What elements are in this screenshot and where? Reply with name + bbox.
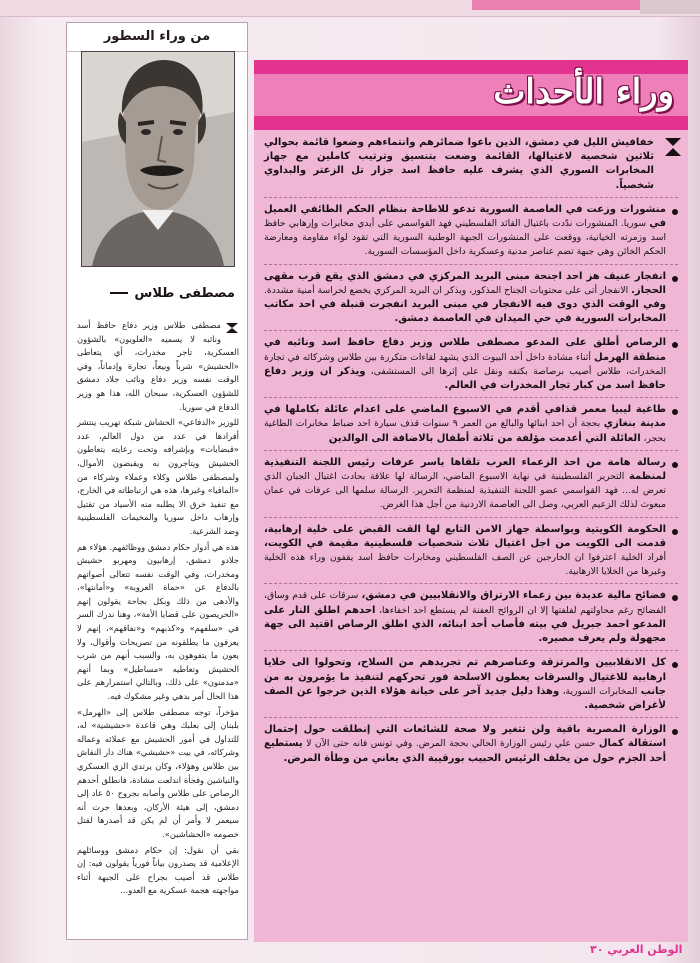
news-item-body: أفراد الخلية اعترفوا ان الخارجين عن الصف الفلسطيني ومخابرات حافظ اسد يقفون وراء هذه الخلية وغيرها من الخلايا الارهابية. <box>264 552 666 578</box>
news-item-headline: فضائح مالية عديدة بين زعماء الارتزاق والانقلابيين في دمشق، <box>361 590 667 602</box>
bullet-icon <box>672 595 678 601</box>
news-item <box>264 270 678 332</box>
portrait-image <box>82 52 234 266</box>
news-item-conclusion: العائلة التي أعدمت مؤلفة من ثلاثة أطفال بالاضافة الى الوالدين <box>328 432 641 444</box>
name-dash <box>110 292 128 294</box>
news-item-headline: الرصاص أطلق على المدعو مصطفى طلاس وزير دفاع حافظ اسد ونائبه في منطقة الهرمل <box>264 337 666 363</box>
news-item-conclusion: وفي الوقت الذي دوى فيه الانفجار في مبنى البريد انفجرت قنبلة في احد مكاتب المخابرات السورية في حي الميدان في العاصمة دمشق. <box>264 299 666 325</box>
person-name: مصطفى طلاس <box>134 285 235 301</box>
news-item-body: سرقات على قدم وساق، الفضائح رغم محاولتهم لفلفتها إلا ان الروائح العفنة لم يستطع احد اخفاءها، <box>264 590 666 616</box>
news-item <box>264 656 678 718</box>
news-item <box>264 456 678 518</box>
bullet-icon <box>672 462 678 468</box>
page-folio: الوطن العربي ٣٠ <box>590 943 683 956</box>
news-item-headline: كل الانقلابيين والمرتزقة وعناصرهم تم تجريدهم من السلاح، وتحولوا الى خلايا ارهابية للاغتيال والسرقات يعطون الاسلحة فور تحركهم لتنفيذ ما يؤمرون به من جانب <box>264 657 667 697</box>
news-item-body: حسن علي رئيس الوزارة الحالي بحجة المرض. وفي تونس فانه حتى الآن لا <box>306 738 596 750</box>
top-strip <box>0 0 700 17</box>
news-item-headline: الحكومة الكويتية وبواسطة جهاز الامن التابع لها القت القبض على خلية إرهابية، قدمت الى الكويت من اجل اغتيال ثلاث شخصيات فلسطينية مقيمة في الكويت، <box>264 523 666 549</box>
bullet-icon <box>672 276 678 282</box>
main-column <box>254 60 688 942</box>
side-column-body <box>77 319 239 931</box>
news-item <box>264 523 678 585</box>
news-item <box>264 336 678 398</box>
side-paragraph: مصطفى طلاس وزير دفاع حافظ أسد ونائبه لا يسميه «العلويون» بالشؤون العسكرية، تاجر مخدرات، أي يتعاطى «الحشيش» شرباً وبيعاً، تجارة وإدماناً، وفي الوقت نفسه وزير دفاع ونائب جلاد دمشق للشؤون العسكرية، سبحان الله، هذا هو وزير الدفاع في سوريا. <box>77 320 239 412</box>
side-paragraph: مؤخراً، توجه مصطفى طلاس إلى «الهرمل» بلبنان إلى بعلبك وهي قاعدة «حشيشية» له، للتداول في أمور الحشيش مع عملائه وعماله وشركائه، في بيت «حشيشي» هناك دار النقاش بين طلاس وهؤلاء، وكان يرتدي الزي العسكري والنياشين وفجأة اندلعت مشادة، فانطلق أحدهم الرصاص على طلاس وأصابه بجروح ٥٠ عاد إلى دمشق، إلى هيئة الأركان، وبعدها جرت أنه سيعمر لا وأمر أن لم يكن قد أصدرها لقتل خصومه «الحشاشين». <box>77 706 239 839</box>
news-item-body: بحجة أن احد ابنائها والبالغ من العمر ٩ سنوات قذف سيارة احد ضباط مخابرات الطاغية بحجر، <box>264 418 666 444</box>
news-item-conclusion: احدهم اطلق النار على المدعو احمد جبريل في بيته فأصاب أحد ابنائه، الذي اطلق الرصاص اقتيد الى جهة مجهولة ولم يعرف مصيره. <box>264 604 666 645</box>
news-item-body: أثناء مشادة داخل أحد البيوت الذي يشهد لقاءات متكررة بين طلاس وشركائه في تجارة المخدرات، طلاس أصيب برصاصة بكتفه ونقل على إثرها الى المستشفى، <box>264 351 667 377</box>
news-item <box>264 136 678 198</box>
bullet-icon <box>672 729 678 735</box>
news-item-body: المخابرات السورية، <box>562 685 638 697</box>
news-item-headline: طاغية ليبيا معمر قذافي أقدم في الاسبوع الماضي على اعدام عائلة بكاملها في مدينة بنغازي <box>264 404 666 430</box>
news-item <box>264 723 678 770</box>
side-paragraph: للوزير «الدفاعي» الحشاش شبكة تهريب ينتشر أفرادها في عدد من دول العالم، عدد «قبضايات» وبإشرافه وتحت رعايته يتعاطون الحشيش ويتاجرون به ويقبضون الأموال، ولمصطفى طلاس وكلاء وعملاء وشركاء من «المافيا» وغيرها، هذه هي ارتباطاته في الخارج، مع تنفيذ خرق الا يطلبه منه الأسياد من تقتيل وإرهاب داخل سوريا والمخيمات الفلسطينية وضد الشرعية. <box>77 417 239 536</box>
news-item-body: سوريا. المنشورات ندّدت باغتيال القائد الفلسطيني فهد القواسمي على أيدي مخابرات وإرهابي حافظ اسد وزمرته الخيانية، ووقعت على المنشورات الجبهة الوطنية السورية التي تقود لواء مقاومة ومعارضة الحكم الخائن وهي جبهة تضم عناصر مدنية وعسكرية داخل المؤسسات السورية. <box>264 218 666 258</box>
news-item-conclusion: يستطيع أحد الجزم حول من يخلف الرئيس الحبيب بورقيبة الذي يعاني من وطأة المرض. <box>264 738 666 764</box>
section-title: وراء الأحداث <box>493 72 674 112</box>
news-item <box>264 589 678 651</box>
news-item <box>264 403 678 451</box>
portrait-photo <box>81 51 235 267</box>
watan-logo-icon <box>664 136 682 158</box>
bullet-icon <box>672 209 678 215</box>
bullet-icon <box>672 529 678 535</box>
top-gray-block <box>640 0 700 14</box>
side-paragraph: بقي أن نقول: إن حكام دمشق ووسائلهم الإعلامية قد يصدرون بياناً فورياً يقولون فيه: إن طلاس قد أصيب بجراح على الجبهة أثناء مواجهته هجمة عسكرية مع العدو... <box>77 844 239 896</box>
bullet-icon <box>672 662 678 668</box>
side-column-title: من وراء السطور <box>67 23 247 52</box>
news-items <box>264 136 678 936</box>
name-caption <box>79 283 235 303</box>
news-item-body: التحرير الفلسطينية في نهاية الاسبوع الماضي، الرسالة لها علاقة بحادث اغتيال الجبان الذي تعرض له... فهد القواسمي عضو اللجنة التنفيذية لمنظمة التحرير. الرسالة سلمها الى عرفات في عمان مبعوث لذلك الزعيم العربي، وصل الى العاصمة الاردنية من أجل هذا الغرض. <box>264 471 666 511</box>
side-column <box>66 22 248 940</box>
bullet-icon <box>672 409 678 415</box>
news-item-headline: انفجار عنيف هز احد اجنحة مبنى البريد المركزي في دمشق الذي يقع قرب مقهى الحجاز. <box>264 270 666 296</box>
news-item-conclusion: ويذكر ان وزير دفاع حافظ اسد من كبار تجار المخدرات في العالم. <box>264 365 666 392</box>
watan-logo-icon <box>225 321 239 335</box>
news-item-headline: رسالة هامة من احد الزعماء العرب تلقاها ياسر عرفات رئيس اللجنة التنفيذية لمنظمة <box>264 456 666 483</box>
news-item <box>264 203 678 265</box>
bullet-icon <box>672 342 678 348</box>
news-item-body: الانفجار أتى على محتويات الجناح المذكور، ويذكر ان البريد المركزي يخضع لحراسة أمنية مشددة. <box>264 284 629 296</box>
news-item-conclusion: وهذا دليل جديد آخر على خيانة هؤلاء الذين خرجوا عن الصف لأغراض شخصية. <box>264 685 666 711</box>
news-item-headline: الوزارة المصرية باقية ولن تتغير ولا صحة للشائعات التي إنطلقت حول إحتمال استقالة كمال <box>264 724 667 750</box>
side-paragraph: هذه هي أدوار حكام دمشق ووظائفهم. هؤلاء هم جلادو دمشق، إرهابيون ومهربو حشيش ومخدرات، وفي الوقت نفسه تتعالى أصواتهم بالدفاع عن «حماة العروبة» و«أمانتها»، والأدهى من ذلك وبكل بجاحة يقولون إنهم «الحريصون على قضايا الأمة»، وهنا ندرك السر في «سلفهم» و«كذبهم» و«نفاقهم»، إنهم لا يعرفون ما يطلقونه من تصريحات وأقوال، ولا يعون ما يتفوهون به، والسبب أنهم من شرب الحشيش وتعاطيه «مساطيل» وبما أنهم «مدمنون» على ذلك، وبالتالي استمرارهم على هذا الحال أمر بدهي وغير مشكوك فيه. <box>77 541 239 702</box>
news-item-headline: خفافيش الليل في دمشق، الذين باعوا ضمائرهم وانتماءهم وضعوا قائمة بحوالي ثلاثين شخصية لاغتيالها، القائمة وضعت بتنسيق وترتيب كاملين مع جهاز المخابرات السوري الذي يشرف عليه حافظ اسد جزار تل الزعتر والبداوي شخصياً. <box>264 137 654 191</box>
news-item-headline: منشورات وزعت في العاصمة السورية تدعو للاطاحة بنظام الحكم الطائفي العميل في <box>264 203 666 230</box>
